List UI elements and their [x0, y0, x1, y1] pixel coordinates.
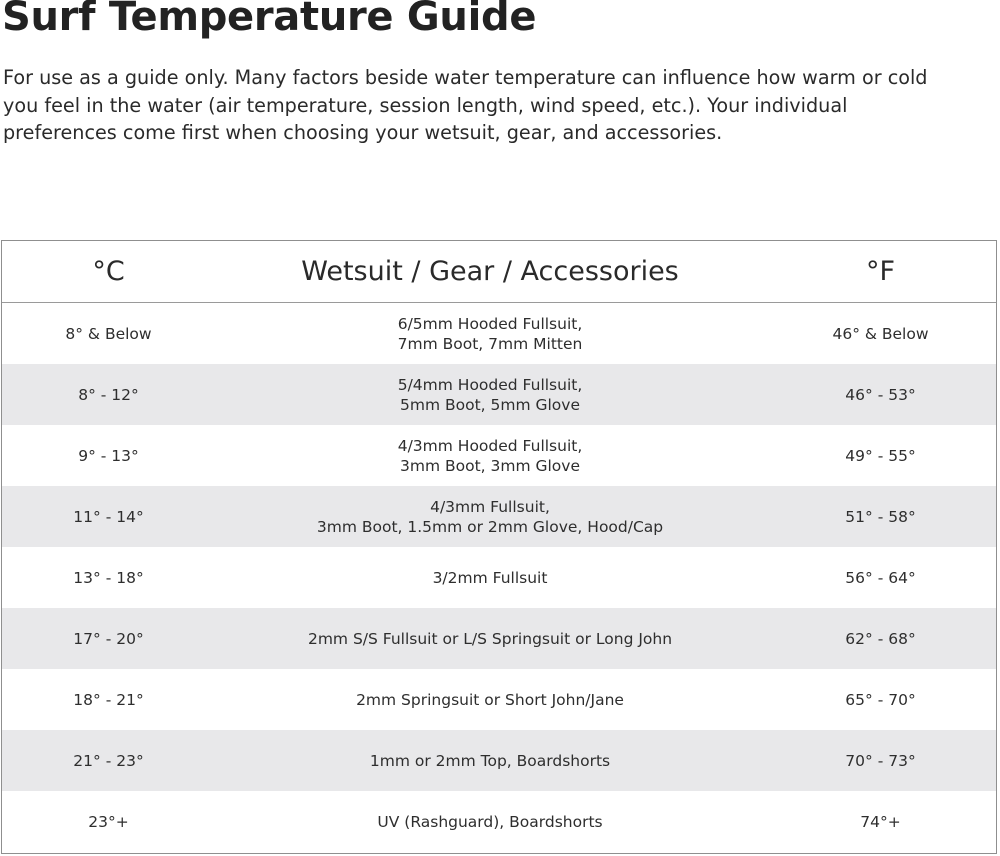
gear-cell	[215, 425, 765, 486]
celsius-cell: 11° - 14°	[2, 486, 215, 547]
gear-cell	[215, 669, 765, 730]
fahrenheit-cell: 65° - 70°	[845, 690, 916, 709]
table-row	[2, 547, 996, 608]
intro-paragraph: For use as a guide only. Many factors beside water temperature can influence how warm or cold you feel in the water (air temperature, session length, wind speed, etc.). Your individual preferences come first when choosing your wetsuit, gear, and accessories.	[3, 66, 928, 144]
gear-text: 4/3mm Hooded Fullsuit, 3mm Boot, 3mm Glove	[397, 436, 583, 475]
table-header-row	[2, 241, 996, 303]
fahrenheit-cell: 46° & Below	[832, 324, 929, 343]
gear-cell	[215, 791, 765, 852]
table-row	[2, 303, 996, 365]
table-row	[2, 669, 996, 730]
table-row	[2, 608, 996, 669]
gear-cell	[215, 486, 765, 547]
gear-text: 2mm Springsuit or Short John/Jane	[356, 690, 624, 709]
celsius-header: °C	[2, 241, 215, 303]
fahrenheit-cell: 46° - 53°	[765, 364, 996, 425]
celsius-cell: 13° - 18°	[73, 568, 144, 587]
gear-text: UV (Rashguard), Boardshorts	[377, 812, 603, 831]
celsius-cell: 8° - 12°	[2, 364, 215, 425]
gear-text: 1mm or 2mm Top, Boardshorts	[369, 751, 611, 770]
fahrenheit-cell: 62° - 68°	[765, 608, 996, 669]
gear-cell	[215, 608, 765, 669]
fahrenheit-header: °F	[765, 241, 996, 303]
gear-text: 5/4mm Hooded Fullsuit, 5mm Boot, 5mm Glove	[397, 375, 583, 414]
temperature-table	[2, 241, 996, 852]
celsius-cell: 8° & Below	[65, 324, 152, 343]
gear-text: 3/2mm Fullsuit	[432, 568, 548, 587]
fahrenheit-cell: 56° - 64°	[845, 568, 916, 587]
celsius-cell: 18° - 21°	[73, 690, 144, 709]
table-row	[2, 791, 996, 852]
gear-cell	[215, 303, 765, 365]
table-row	[2, 486, 996, 547]
celsius-cell: 17° - 20°	[2, 608, 215, 669]
gear-header: Wetsuit / Gear / Accessories	[215, 241, 765, 303]
celsius-cell: 21° - 23°	[2, 730, 215, 791]
gear-text: 4/3mm Fullsuit, 3mm Boot, 1.5mm or 2mm Glove, Hood/Cap	[316, 497, 664, 536]
table-row	[2, 364, 996, 425]
gear-cell	[215, 364, 765, 425]
fahrenheit-cell: 51° - 58°	[765, 486, 996, 547]
fahrenheit-cell: 70° - 73°	[765, 730, 996, 791]
gear-text: 2mm S/S Fullsuit or L/S Springsuit or Long John	[307, 629, 673, 648]
gear-cell	[215, 547, 765, 608]
celsius-cell: 9° - 13°	[78, 446, 139, 465]
fahrenheit-cell: 74°+	[860, 812, 901, 831]
fahrenheit-cell: 49° - 55°	[845, 446, 916, 465]
table-row	[2, 730, 996, 791]
gear-cell	[215, 730, 765, 791]
celsius-cell: 23°+	[88, 812, 129, 831]
temperature-table-container	[1, 240, 997, 854]
table-row	[2, 425, 996, 486]
gear-text: 6/5mm Hooded Fullsuit, 7mm Boot, 7mm Mitten	[397, 314, 583, 353]
page-title: Surf Temperature Guide	[2, 0, 537, 40]
